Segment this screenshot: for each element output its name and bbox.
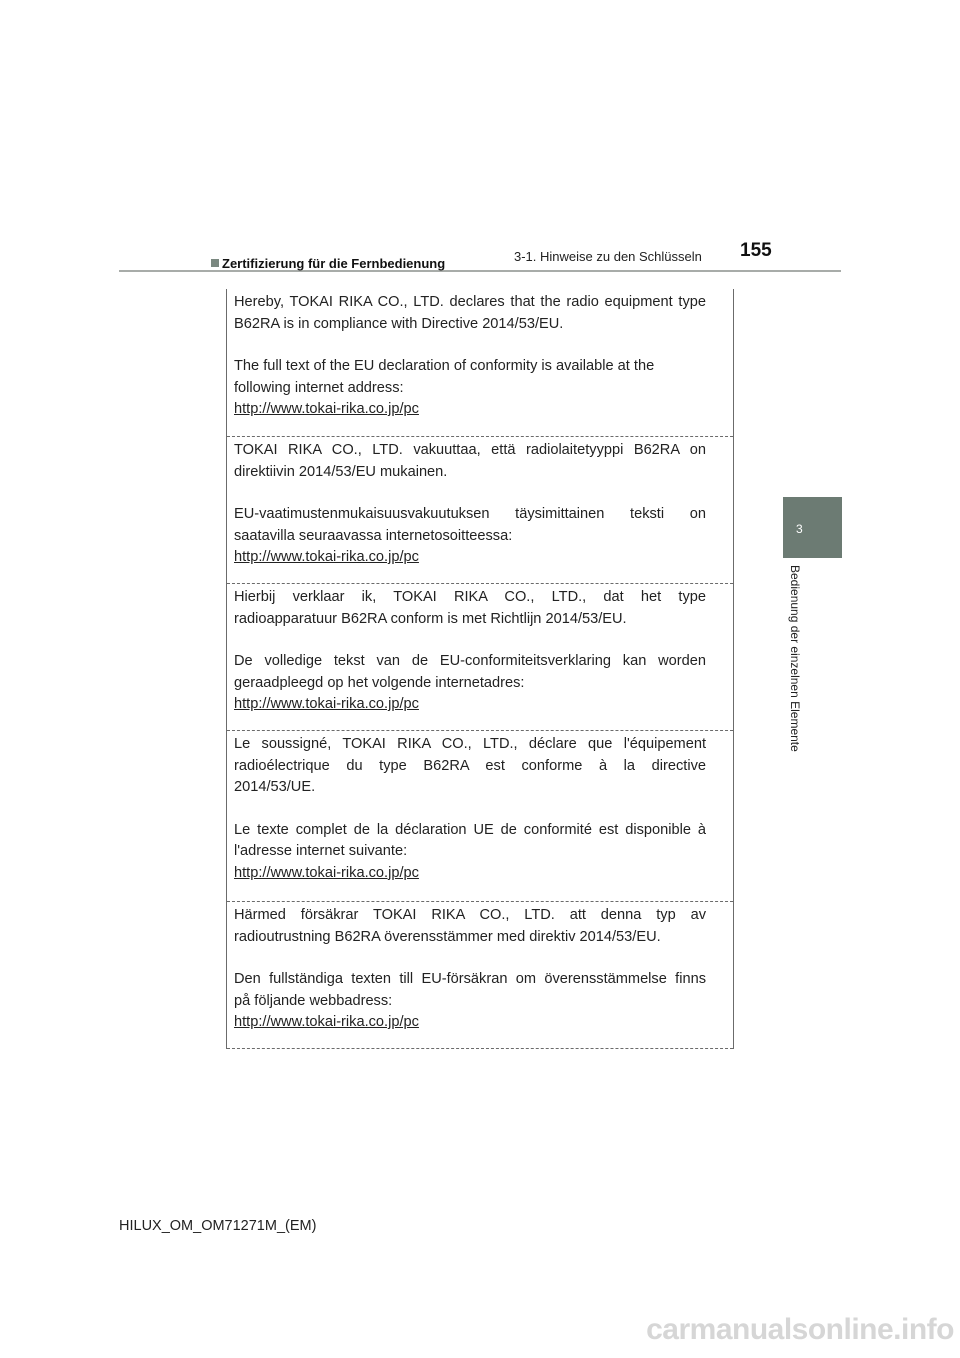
declaration-line: radioapparatuur B62RA conform is met Richtlijn 2014/53/EU. [234,610,627,627]
declaration-line: Härmed försäkrar TOKAI RIKA CO., LTD. att denna typ av [234,907,706,923]
declaration-line: EU-vaatimustenmukaisuusvakuutuksen täysimittainen teksti on [234,506,706,522]
site-watermark: carmanualsonline.info [646,1313,954,1346]
declaration-table [226,289,734,1049]
declaration-line: Le texte complet de la déclaration UE de conformité est disponible à [234,821,706,838]
declaration-line: TOKAI RIKA CO., LTD. vakuuttaa, että radiolaitetyyppi B62RA on [234,442,706,458]
chapter-tab [783,497,842,558]
declaration-url-link[interactable]: http://www.tokai-rika.co.jp/pc [234,1014,419,1030]
declaration-line: radioutrustning B62RA överensstämmer med direktiv 2014/53/EU. [234,928,661,945]
page-number: 155 [740,240,772,261]
declaration-sv [227,903,733,1049]
declaration-line: på följande webbadress: [234,992,393,1009]
document-footer-code: HILUX_OM_OM71271M_(EM) [119,1218,317,1234]
declaration-en [227,289,733,437]
section-heading [211,256,445,271]
chapter-tab-number: 3 [796,522,803,536]
declaration-line: 2014/53/UE. [234,779,316,795]
declaration-line: saatavilla seuraavassa internetosoitteessa: [234,527,513,544]
declaration-line: Den fullständiga texten till EU-försäkran om överensstämmelse finns [234,971,706,987]
declaration-nl [227,585,733,731]
declaration-line: Le soussigné, TOKAI RIKA CO., LTD., déclare que l'équipement [234,736,706,752]
section-heading-text: Zertifizierung für die Fernbedienung [222,256,446,271]
chapter-tab-label: Bedienung der einzelnen Elemente [788,565,802,752]
declaration-fr [227,732,733,902]
declaration-line: geraadpleegd op het volgende internetadres: [234,674,525,691]
declaration-url-link[interactable]: http://www.tokai-rika.co.jp/pc [234,864,419,881]
declaration-line: The full text of the EU declaration of conformity is available at the [234,358,655,374]
declaration-line: Hereby, TOKAI RIKA CO., LTD. declares that the radio equipment type [234,294,706,310]
declaration-line: l'adresse internet suivante: [234,843,408,859]
declaration-url-link[interactable]: http://www.tokai-rika.co.jp/pc [234,401,419,417]
declaration-url-link[interactable]: http://www.tokai-rika.co.jp/pc [234,696,419,712]
declaration-line: following internet address: [234,379,404,396]
declaration-line: De volledige tekst van de EU-conformiteitsverklaring kan worden [234,653,706,669]
header-section-title: 3-1. Hinweise zu den Schlüsseln [514,249,702,264]
declaration-fi [227,438,733,584]
declaration-url-link[interactable]: http://www.tokai-rika.co.jp/pc [234,549,419,565]
declaration-line: radioélectrique du type B62RA est conforme à la directive [234,757,706,774]
declaration-line: Hierbij verklaar ik, TOKAI RIKA CO., LTD., dat het type [234,589,706,605]
square-bullet-icon [211,259,219,267]
declaration-line: B62RA is in compliance with Directive 2014/53/EU. [234,315,564,332]
declaration-line: direktiivin 2014/53/EU mukainen. [234,463,448,480]
